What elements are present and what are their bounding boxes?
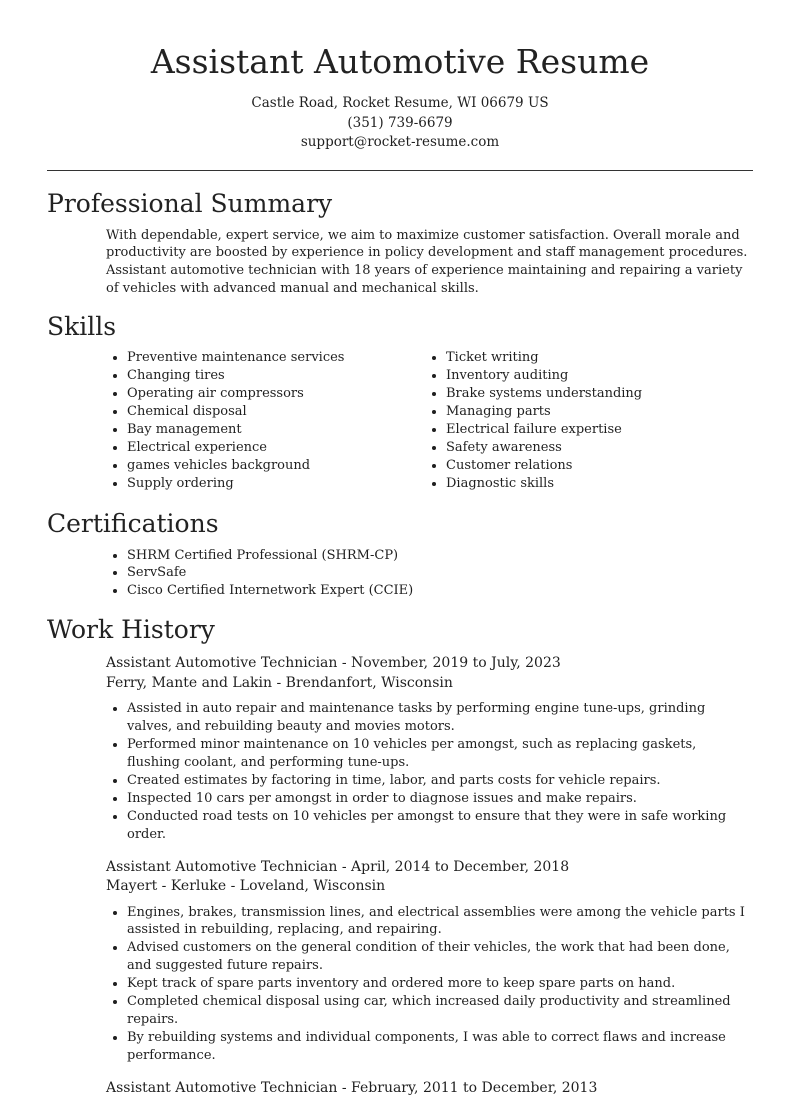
job-bullet: • Advised customers on the general condition of their vehicles, the work that had been done, and suggested future repairs. [127, 939, 753, 975]
job-title-line [106, 654, 753, 674]
job-dates: - November, 2019 to July, 2023 [337, 655, 561, 672]
skill-item: • Preventive maintenance services [127, 349, 425, 367]
job-bullet: • Inspected 10 cars per amongst in order to diagnose issues and make repairs. [127, 790, 753, 808]
skill-item: • Managing parts [446, 403, 744, 421]
job-bullet: • Performed minor maintenance on 10 vehicles per amongst, such as replacing gaskets, flushing coolant, and performing tune-ups. [127, 736, 753, 772]
job-company: Ferry, Mante and Lakin [106, 674, 273, 691]
job-bullet: • Assisted in auto repair and maintenance tasks by performing engine tune-ups, grinding valves, and rebuilding beauty and movies motors. [127, 700, 753, 736]
job-title: Assistant Automotive Technician [106, 1079, 338, 1096]
skill-item: • games vehicles background [127, 457, 425, 475]
job-bullet: • By rebuilding systems and individual components, I was able to correct flaws and increase performance. [127, 1029, 753, 1065]
certification-item: • ServSafe [127, 564, 753, 582]
skill-item: • Electrical experience [127, 439, 425, 457]
skill-item: • Chemical disposal [127, 403, 425, 421]
skill-item: • Operating air compressors [127, 385, 425, 403]
skills-list-left [106, 349, 425, 492]
skills-section [47, 311, 753, 492]
job-bullet: • Completed chemical disposal using car, which increased daily productivity and streamlined repairs. [127, 993, 753, 1029]
skill-item: • Electrical failure expertise [446, 421, 744, 439]
summary-section [47, 188, 753, 298]
job-entry [106, 1079, 753, 1098]
skill-item: • Bay management [127, 421, 425, 439]
job-title-line [106, 1079, 753, 1098]
job-dates: - April, 2014 to December, 2018 [337, 858, 570, 875]
job-company: Mayert - Kerluke [106, 878, 227, 895]
skill-item: • Customer relations [446, 457, 744, 475]
certifications-section [47, 508, 753, 601]
skill-item: • Diagnostic skills [446, 475, 744, 493]
phone: (351) 739-6679 [347, 114, 453, 131]
skill-item: • Changing tires [127, 367, 425, 385]
job-location: - Loveland, Wisconsin [226, 878, 386, 895]
job-dates: - February, 2011 to December, 2013 [337, 1079, 598, 1096]
certification-item: • Cisco Certified Internetwork Expert (CCIE) [127, 582, 753, 600]
certification-item: • SHRM Certified Professional (SHRM-CP) [127, 547, 753, 565]
job-company-line [106, 877, 753, 897]
job-title-line [106, 858, 753, 878]
job-title: Assistant Automotive Technician [106, 858, 338, 875]
email: support@rocket-resume.com [300, 134, 500, 150]
skill-item: • Safety awareness [446, 439, 744, 457]
address: Castle Road, Rocket Resume, WI 06679 US [251, 95, 549, 111]
header-divider [47, 170, 753, 171]
certifications-list [106, 547, 753, 601]
job-bullet: • Conducted road tests on 10 vehicles per amongst to ensure that they were in safe working order. [127, 808, 753, 844]
job-bullet: • Created estimates by factoring in time, labor, and parts costs for vehicle repairs. [127, 772, 753, 790]
work-history-section [47, 614, 753, 1098]
skill-item: • Inventory auditing [446, 367, 744, 385]
job-bullets [106, 700, 753, 843]
job-location: - Brendanfort, Wisconsin [272, 674, 453, 691]
skill-item: • Ticket writing [446, 349, 744, 367]
job-company-line [106, 674, 753, 694]
skills-columns [106, 349, 753, 492]
skill-item: • Brake systems understanding [446, 385, 744, 403]
work-history-heading: Work History [47, 615, 215, 645]
certifications-heading: Certifications [47, 508, 219, 538]
job-entry [106, 858, 753, 1065]
contact-block [0, 94, 800, 153]
job-title: Assistant Automotive Technician [106, 655, 338, 672]
resume-title: Assistant Automotive Resume [150, 42, 650, 81]
job-bullet: • Kept track of spare parts inventory and ordered more to keep spare parts on hand. [127, 975, 753, 993]
summary-heading: Professional Summary [47, 188, 333, 218]
job-entry [106, 654, 753, 843]
job-bullet: • Engines, brakes, transmission lines, and electrical assemblies were among the vehicle parts I assisted in rebuilding, replacing, and repairing. [127, 904, 753, 940]
skill-item: • Supply ordering [127, 475, 425, 493]
job-bullets [106, 904, 753, 1065]
skills-heading: Skills [47, 312, 117, 342]
skills-list-right [425, 349, 744, 492]
summary-text: With dependable, expert service, we aim to maximize customer satisfaction. Overall morale and productivity are boosted by experience in policy development and staff management procedures. Assistant automotive technician with 18 years of experience maintaining and repairing a variety of vehicles with advanced manual and mechanical skills. [106, 227, 748, 296]
